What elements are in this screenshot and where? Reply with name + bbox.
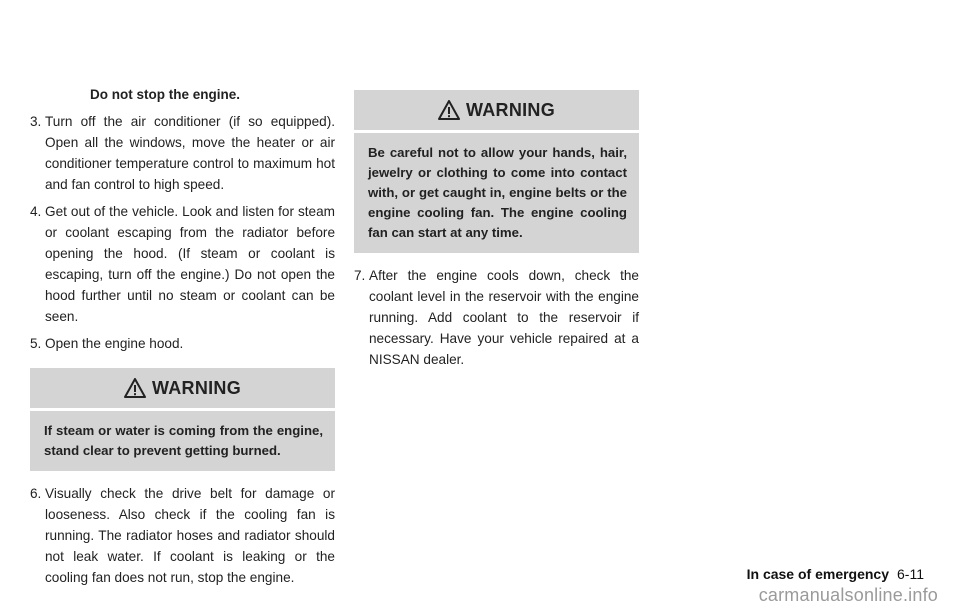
warning-text: Be careful not to allow your hands, hair, jewelry or clothing to come into contact with, or get caught in, engine belts or the engine cooling fan. The engine cooling fan can start at any time. — [368, 145, 627, 240]
step-7 — [354, 265, 639, 370]
page-number: 6-11 — [897, 566, 924, 582]
warning-box-steam — [30, 368, 335, 471]
warning-header — [30, 368, 335, 411]
step-text: After the engine cools down, check the coolant level in the reservoir with the engine running. Add coolant to the reservoir if necessary. Have your vehicle repaired at a NISSAN dealer. — [369, 268, 639, 367]
step-number: 4. — [30, 204, 42, 219]
warning-triangle-icon — [124, 378, 146, 398]
step-number: 7. — [354, 268, 366, 283]
page-footer — [747, 566, 924, 582]
warning-text: If steam or water is coming from the engine, stand clear to prevent getting burned. — [44, 423, 323, 458]
step-6 — [30, 483, 335, 588]
watermark: carmanualsonline.info — [758, 585, 938, 605]
step-3 — [30, 111, 335, 195]
warning-triangle-icon — [438, 100, 460, 120]
step-text: Open the engine hood. — [45, 336, 184, 351]
step-number: 6. — [30, 486, 42, 501]
warning-box-fan — [354, 90, 639, 253]
warning-header — [354, 90, 639, 133]
right-column — [354, 90, 639, 370]
step-text: Get out of the vehicle. Look and listen for steam or coolant escaping from the radiator before opening the hood. (If steam or coolant is escaping, turn off the engine.) Do not open the hood further until no steam or coolant can be seen. — [45, 204, 335, 324]
section-title: In case of emergency — [746, 566, 890, 582]
step-number: 5. — [30, 336, 42, 351]
warning-title: WARNING — [151, 377, 242, 398]
step-text: Turn off the air conditioner (if so equipped). Open all the windows, move the heater or air conditioner temperature control to maximum hot and fan control to high speed. — [45, 114, 335, 192]
step-5 — [30, 333, 335, 354]
left-column — [30, 84, 335, 588]
continuation-note: Do not stop the engine. — [90, 87, 240, 102]
step-number: 3. — [30, 114, 42, 129]
step-4 — [30, 201, 335, 327]
warning-title: WARNING — [465, 99, 556, 120]
step-text: Visually check the drive belt for damage or looseness. Also check if the cooling fan is running. The radiator hoses and radiator should not leak water. If coolant is leaking or the cooling fan does not run, stop the engine. — [45, 486, 335, 585]
